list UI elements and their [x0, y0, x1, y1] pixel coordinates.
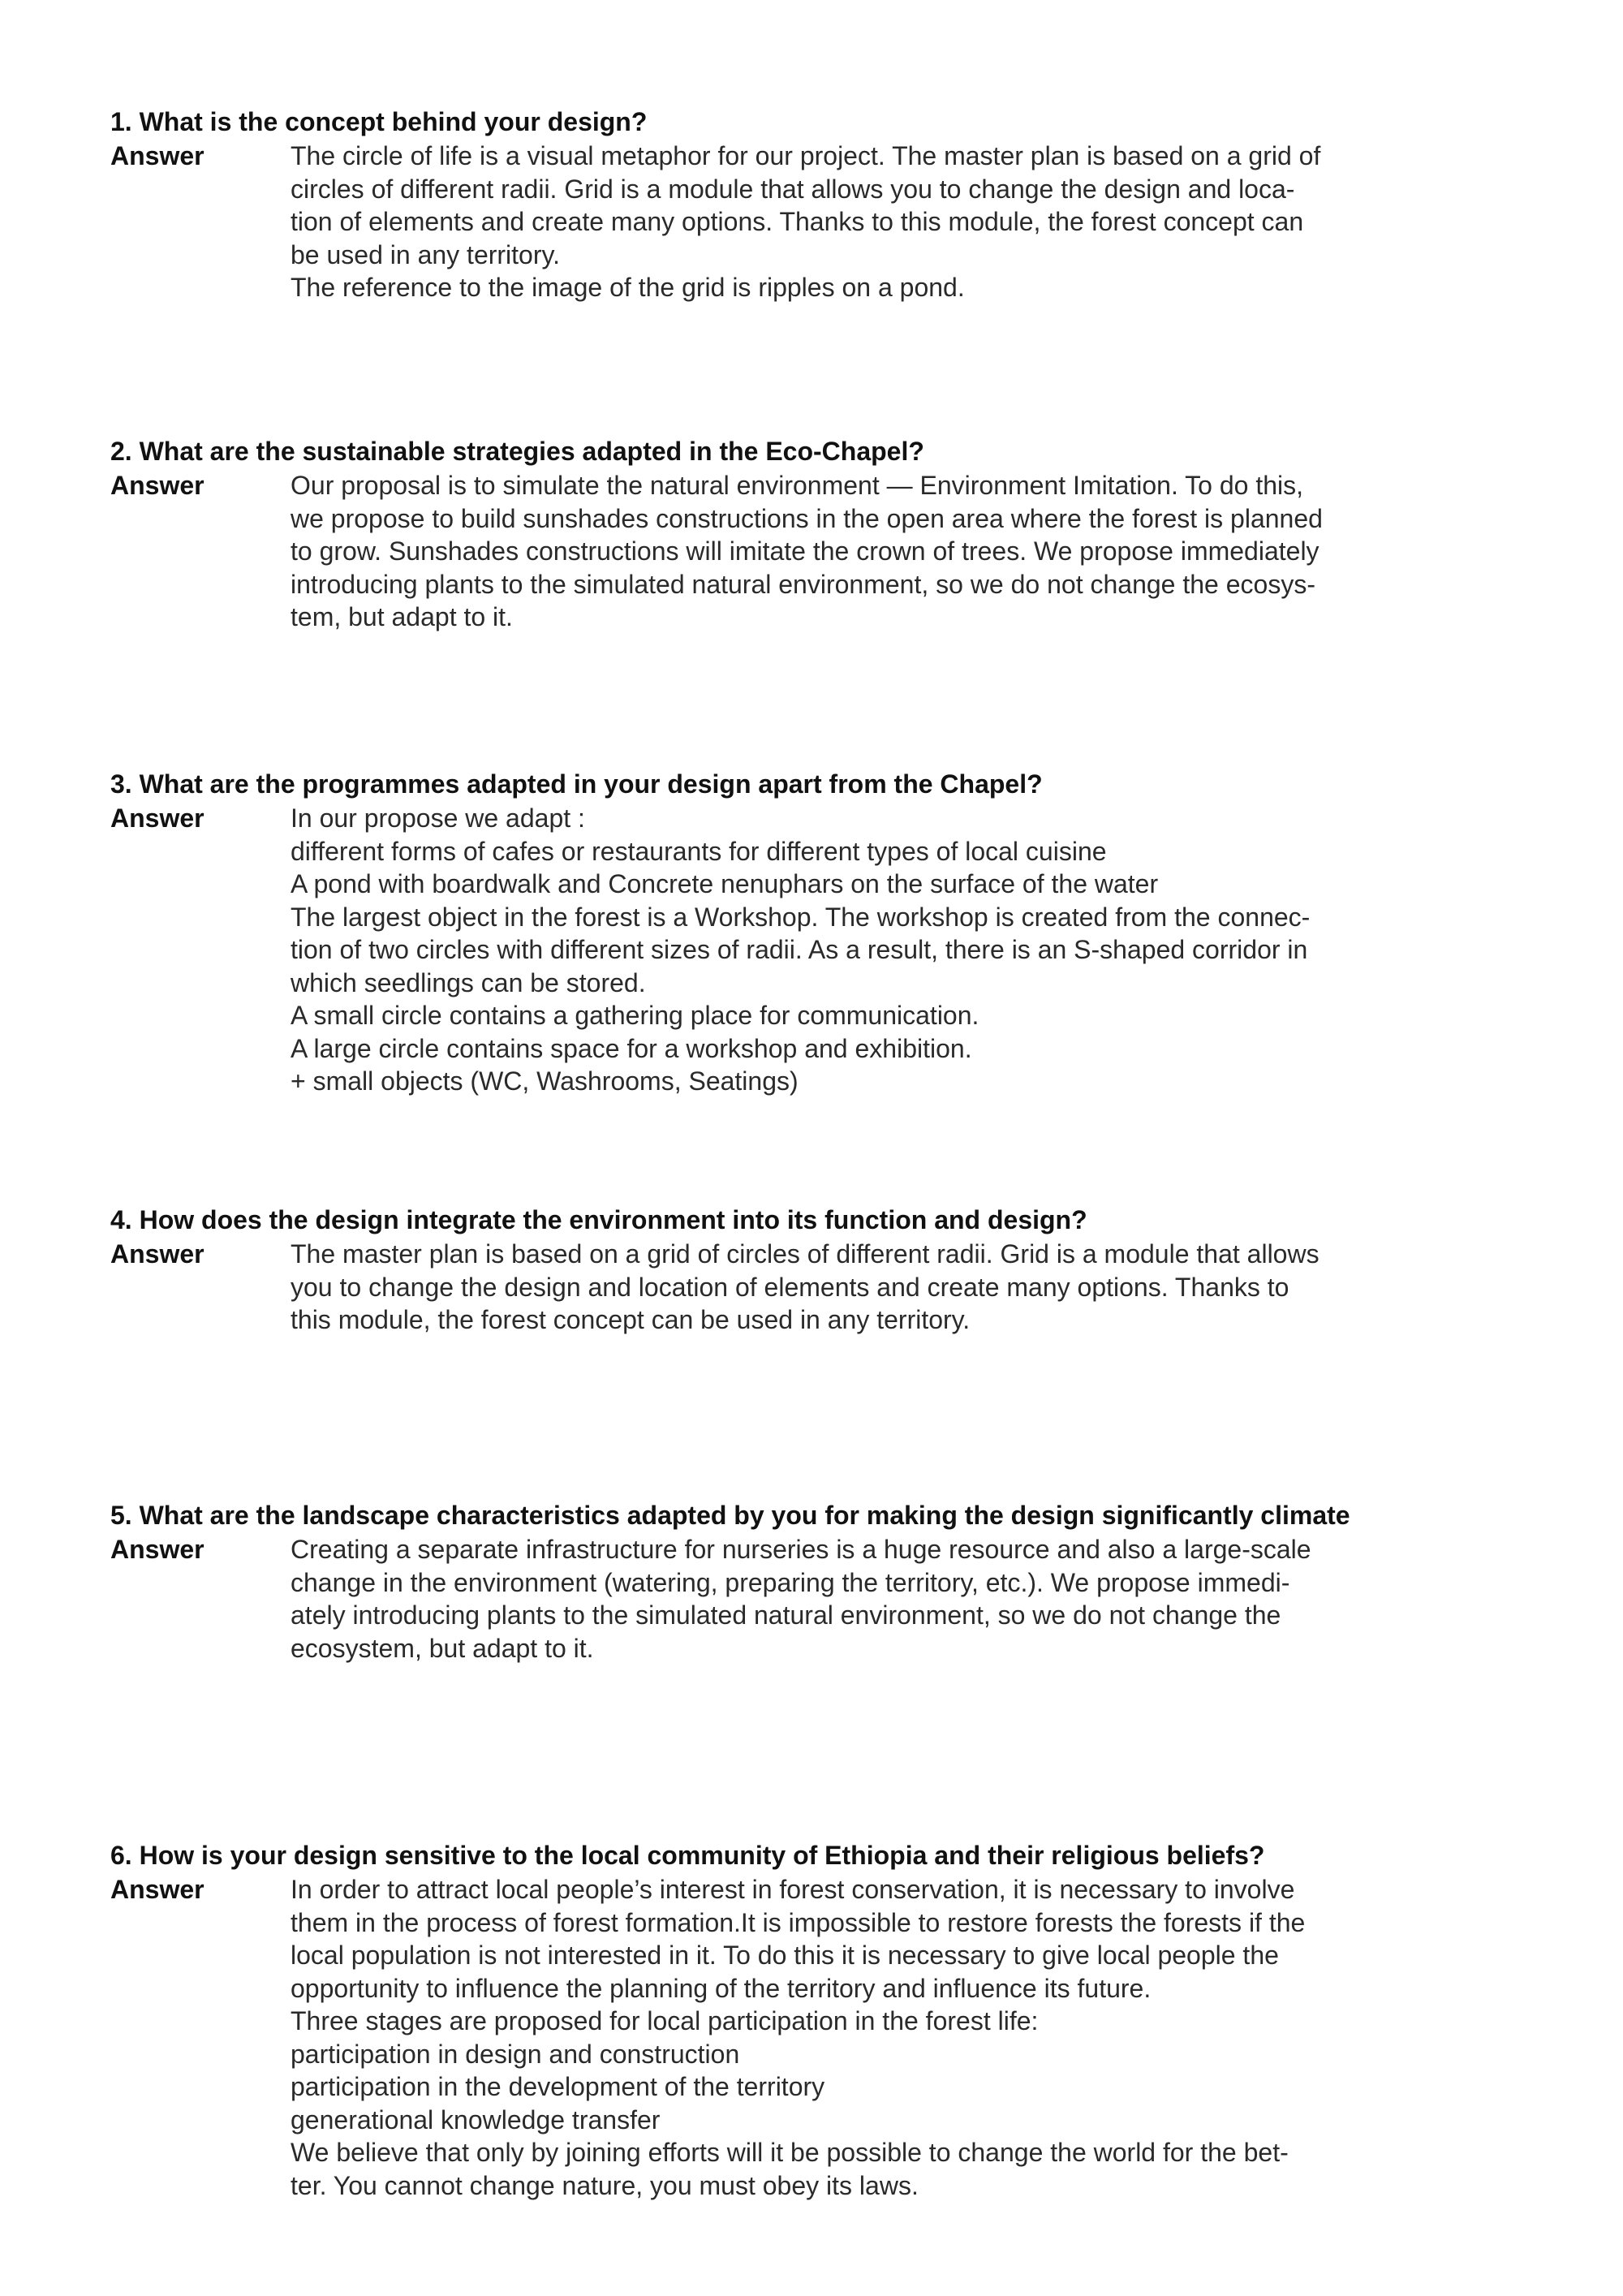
question-heading: 6. How is your design sensitive to the local community of Ethiopia and their religious beliefs? [110, 1841, 1265, 1870]
answer-line: A pond with boardwalk and Concrete nenuphars on the surface of the water [291, 869, 1159, 898]
answer-line: The circle of life is a visual metaphor for our project. The master plan is based on a grid of [291, 141, 1321, 170]
answer-line: tem, but adapt to it. [291, 602, 513, 631]
answer-line: generational knowledge transfer [291, 2104, 661, 2134]
answer-line: In order to attract local people’s interest in forest conservation, it is necessary to involve [291, 1875, 1295, 1904]
answer-line: ately introducing plants to the simulated natural environment, so we do not change the [291, 1600, 1281, 1630]
qa-section-3 [110, 768, 1579, 1098]
answer-block [110, 1873, 1579, 2202]
answer-line: them in the process of forest formation.It is impossible to restore forests the forests if the [291, 1907, 1306, 1937]
answer-text [291, 802, 1579, 1098]
answer-line: which seedlings can be stored. [291, 967, 646, 997]
answer-label: Answer [110, 1239, 204, 1269]
answer-line: circles of different radii. Grid is a module that allows you to change the design and loca- [291, 174, 1295, 204]
answer-text [291, 140, 1579, 304]
answer-line: We believe that only by joining efforts will it be possible to change the world for the bet- [291, 2138, 1289, 2167]
answer-line: we propose to build sunshades constructions in the open area where the forest is planned [291, 503, 1323, 533]
answer-block [110, 802, 1579, 1098]
answer-block [110, 140, 1579, 304]
answer-line: change in the environment (watering, preparing the territory, etc.). We propose immedi- [291, 1567, 1290, 1597]
answer-text [291, 1533, 1579, 1665]
question-heading: 4. How does the design integrate the environment into its function and design? [110, 1205, 1087, 1234]
answer-line: Creating a separate infrastructure for nurseries is a huge resource and also a large-scale [291, 1535, 1311, 1564]
answer-line: The largest object in the forest is a Workshop. The workshop is created from the connec- [291, 902, 1311, 932]
answer-line: The master plan is based on a grid of circles of different radii. Grid is a module that allows [291, 1239, 1319, 1269]
answer-text [291, 1873, 1579, 2202]
answer-label: Answer [110, 471, 204, 500]
qa-section-5 [110, 1499, 1579, 1665]
answer-line: different forms of cafes or restaurants for different types of local cuisine [291, 836, 1107, 866]
answer-block [110, 469, 1579, 634]
answer-block [110, 1533, 1579, 1665]
answer-line: + small objects (WC, Washrooms, Seatings) [291, 1066, 799, 1096]
answer-line: A large circle contains space for a workshop and exhibition. [291, 1033, 972, 1063]
question-heading: 2. What are the sustainable strategies adapted in the Eco-Chapel? [110, 437, 924, 466]
answer-line: Our proposal is to simulate the natural environment — Environment Imitation. To do this, [291, 471, 1304, 500]
answer-line: ecosystem, but adapt to it. [291, 1633, 594, 1663]
answer-line: this module, the forest concept can be used in any territory. [291, 1305, 971, 1334]
answer-line: tion of two circles with different sizes of radii. As a result, there is an S-shaped corridor in [291, 935, 1308, 964]
answer-line: introducing plants to the simulated natural environment, so we do not change the ecosys- [291, 569, 1315, 599]
answer-line: you to change the design and location of elements and create many options. Thanks to [291, 1272, 1289, 1302]
answer-line: The reference to the image of the grid is ripples on a pond. [291, 273, 965, 302]
question-heading: 5. What are the landscape characteristics adapted by you for making the design significantly climate [110, 1501, 1350, 1530]
answer-line: ter. You cannot change nature, you must obey its laws. [291, 2170, 919, 2200]
question-heading: 1. What is the concept behind your design? [110, 107, 648, 136]
answer-line: to grow. Sunshades constructions will imitate the crown of trees. We propose immediately [291, 536, 1319, 566]
answer-label: Answer [110, 1875, 204, 1904]
answer-line: local population is not interested in it. To do this it is necessary to give local people the [291, 1941, 1279, 1970]
answer-line: participation in design and construction [291, 2039, 740, 2069]
answer-label: Answer [110, 803, 204, 833]
answer-label: Answer [110, 141, 204, 170]
answer-line: participation in the development of the territory [291, 2072, 825, 2101]
answer-line: tion of elements and create many options. Thanks to this module, the forest concept can [291, 207, 1304, 236]
answer-label: Answer [110, 1535, 204, 1564]
answer-block [110, 1238, 1579, 1337]
qa-section-1 [110, 106, 1579, 304]
answer-line: A small circle contains a gathering place for communication. [291, 1001, 979, 1030]
answer-line: In our propose we adapt : [291, 803, 585, 833]
answer-line: be used in any territory. [291, 239, 561, 269]
answer-text [291, 469, 1579, 634]
answer-line: opportunity to influence the planning of the territory and influence its future. [291, 1973, 1152, 2003]
qa-section-6 [110, 1839, 1579, 2202]
question-heading: 3. What are the programmes adapted in your design apart from the Chapel? [110, 769, 1043, 799]
qa-section-4 [110, 1204, 1579, 1337]
qa-section-2 [110, 435, 1579, 634]
answer-text [291, 1238, 1579, 1337]
answer-line: Three stages are proposed for local participation in the forest life: [291, 2006, 1039, 2035]
